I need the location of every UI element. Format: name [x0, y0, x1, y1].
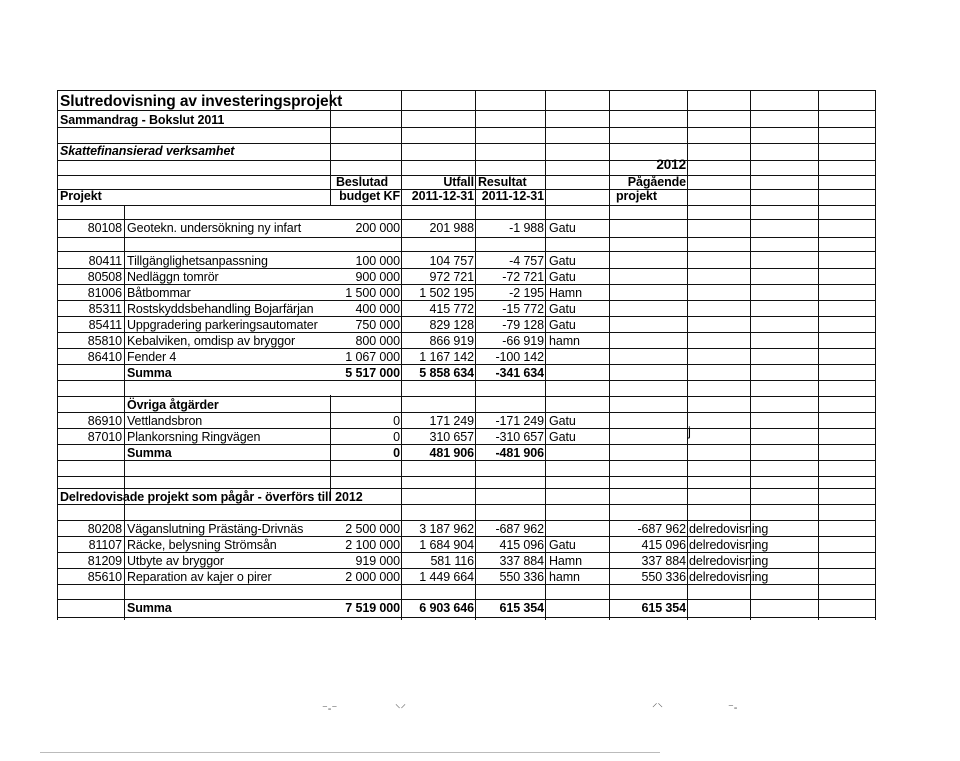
utfall-value: 3 187 962 [419, 522, 474, 536]
grid-line [57, 617, 875, 618]
utfall-value: 972 721 [429, 270, 474, 284]
resultat-value: -79 128 [502, 318, 544, 332]
verksamhet-type: Gatu [549, 430, 576, 444]
header-resultat-date: 2011-12-31 [481, 189, 544, 203]
note-text: delredovisning [689, 570, 769, 584]
utfall-value: 866 919 [429, 334, 474, 348]
project-name: Vettlandsbron [127, 414, 203, 428]
verksamhet-type: Gatu [549, 318, 576, 332]
resultat-value: 550 336 [499, 570, 544, 584]
project-number: 81209 [87, 554, 122, 568]
grid-line [57, 504, 875, 505]
utfall-value: 1 684 904 [419, 538, 474, 552]
project-name: Väganslutning Prästäng-Drivnäs [127, 522, 304, 536]
grid-line [57, 90, 875, 91]
project-number: 80508 [87, 270, 122, 284]
project-number: 80411 [88, 254, 122, 268]
grid-line [401, 90, 402, 620]
grid-line [57, 552, 875, 553]
project-name: Geotekn. undersökning ny infart [127, 221, 302, 235]
note-text: delredovisning [689, 538, 769, 552]
project-number: 85610 [87, 570, 122, 584]
project-name: Båtbommar [127, 286, 191, 300]
utfall-value: 171 249 [429, 414, 474, 428]
header-utfall-date: 2011-12-31 [411, 189, 474, 203]
project-name: Reparation av kajer o pirer [127, 570, 272, 584]
project-number: 87010 [87, 430, 122, 444]
project-number: 86910 [87, 414, 122, 428]
budget-value: 2 000 000 [345, 570, 400, 584]
note-text: delredovisning [689, 554, 769, 568]
resultat-value: -310 657 [495, 430, 544, 444]
grid-line [57, 520, 875, 521]
project-number: 85311 [88, 302, 122, 316]
budget-value: 100 000 [355, 254, 400, 268]
summa-pagaende: 615 354 [641, 601, 686, 615]
project-name: Fender 4 [127, 350, 177, 364]
grid-line [57, 237, 875, 238]
resultat-value: -66 919 [502, 334, 544, 348]
scan-artifact: ⁻‐ [728, 702, 738, 714]
grid-line [57, 348, 875, 349]
scan-edge-line [40, 752, 660, 753]
grid-line [57, 428, 875, 429]
summa-label: Summa [127, 446, 172, 460]
report-title: Slutredovisning av investeringsprojekt [60, 93, 343, 110]
grid-line [57, 412, 875, 413]
resultat-value: 415 096 [499, 538, 544, 552]
utfall-value: 1 502 195 [419, 286, 474, 300]
verksamhet-type: hamn [549, 570, 580, 584]
budget-value: 1 067 000 [345, 350, 400, 364]
budget-value: 0 [393, 430, 400, 444]
project-number: 85810 [87, 334, 122, 348]
project-number: 80108 [87, 221, 122, 235]
project-name: Räcke, belysning Strömsån [127, 538, 277, 552]
verksamhet-type: Gatu [549, 414, 576, 428]
grid-line [57, 364, 875, 365]
grid-line [57, 205, 875, 206]
grid-line [57, 268, 875, 269]
budget-value: 750 000 [355, 318, 400, 332]
header-budget-kf: budget KF [339, 189, 400, 203]
resultat-value: -100 142 [495, 350, 544, 364]
grid-line [57, 460, 875, 461]
grid-line [57, 127, 875, 128]
utfall-value: 1 449 664 [419, 570, 474, 584]
grid-line [57, 536, 875, 537]
stray-mark: j [688, 424, 691, 439]
summa-utfall: 6 903 646 [419, 601, 474, 615]
project-number: 81006 [87, 286, 122, 300]
grid-line [545, 90, 546, 620]
utfall-value: 310 657 [429, 430, 474, 444]
resultat-value: -687 962 [495, 522, 544, 536]
utfall-value: 104 757 [429, 254, 474, 268]
summa-resultat: 615 354 [499, 601, 544, 615]
budget-value: 0 [393, 414, 400, 428]
summa-budget: 5 517 000 [345, 366, 400, 380]
budget-value: 1 500 000 [345, 286, 400, 300]
summa-label: Summa [127, 601, 172, 615]
grid-line [57, 316, 875, 317]
verksamhet-type: Gatu [549, 254, 576, 268]
group-heading: Delredovisade projekt som pågår - överförs till 2012 [60, 490, 363, 504]
pagaende-value: 415 096 [641, 538, 686, 552]
verksamhet-type: Hamn [549, 286, 582, 300]
summa-utfall: 5 858 634 [419, 366, 474, 380]
header-utfall: Utfall [443, 175, 474, 189]
pagaende-value: 337 884 [641, 554, 686, 568]
grid-line [818, 90, 819, 620]
grid-line [57, 219, 875, 220]
project-number: 85411 [88, 318, 122, 332]
grid-line [57, 300, 875, 301]
utfall-value: 829 128 [429, 318, 474, 332]
utfall-value: 1 167 142 [419, 350, 474, 364]
resultat-value: -4 757 [509, 254, 544, 268]
grid-line [57, 599, 875, 600]
summa-budget: 7 519 000 [345, 601, 400, 615]
resultat-value: -15 772 [502, 302, 544, 316]
resultat-value: -72 721 [502, 270, 544, 284]
summa-budget: 0 [393, 446, 400, 460]
report-subtitle: Sammandrag - Bokslut 2011 [60, 113, 225, 127]
summa-resultat: -481 906 [495, 446, 544, 460]
section-heading: Skattefinansierad verksamhet [60, 144, 235, 158]
scan-artifact: ⁻‐⁻ [322, 703, 338, 715]
resultat-value: -2 195 [509, 286, 544, 300]
resultat-value: -171 249 [495, 414, 544, 428]
summa-resultat: -341 634 [495, 366, 544, 380]
project-name: Utbyte av bryggor [127, 554, 224, 568]
grid-line [57, 251, 875, 252]
grid-line [57, 584, 875, 585]
budget-value: 919 000 [355, 554, 400, 568]
grid-line [57, 332, 875, 333]
grid-line [57, 476, 875, 477]
header-projekt: Projekt [60, 189, 102, 203]
pagaende-value: -687 962 [637, 522, 686, 536]
project-name: Nedläggn tomrör [127, 270, 219, 284]
budget-value: 2 100 000 [345, 538, 400, 552]
verksamhet-type: Gatu [549, 221, 576, 235]
verksamhet-type: Gatu [549, 302, 576, 316]
grid-line [57, 90, 58, 620]
budget-value: 900 000 [355, 270, 400, 284]
group-heading: Övriga åtgärder [127, 398, 219, 412]
utfall-value: 415 772 [429, 302, 474, 316]
budget-value: 200 000 [355, 221, 400, 235]
project-name: Kebalviken, omdisp av bryggor [127, 334, 296, 348]
summa-label: Summa [127, 366, 172, 380]
project-name: Rostskyddsbehandling Bojarfärjan [127, 302, 314, 316]
utfall-value: 201 988 [429, 221, 474, 235]
scan-artifact: ⸌⸍ [395, 703, 406, 715]
resultat-value: 337 884 [499, 554, 544, 568]
grid-line [687, 90, 688, 620]
verksamhet-type: Gatu [549, 538, 576, 552]
summa-utfall: 481 906 [429, 446, 474, 460]
budget-value: 800 000 [355, 334, 400, 348]
resultat-value: -1 988 [509, 221, 544, 235]
pagaende-value: 550 336 [641, 570, 686, 584]
project-number: 80208 [87, 522, 122, 536]
grid-line [57, 380, 875, 381]
header-projekt-2: projekt [616, 189, 657, 203]
header-beslutad: Beslutad [336, 175, 388, 189]
grid-line [57, 488, 875, 489]
project-number: 81107 [88, 538, 122, 552]
grid-line [57, 396, 875, 397]
scan-artifact: ⸍⸌ [652, 702, 663, 714]
header-year: 2012 [656, 157, 686, 172]
grid-line [875, 90, 876, 620]
project-number: 86410 [87, 350, 122, 364]
project-name: Plankorsning Ringvägen [127, 430, 261, 444]
budget-value: 400 000 [355, 302, 400, 316]
budget-value: 2 500 000 [345, 522, 400, 536]
grid-line [57, 160, 875, 161]
grid-line [57, 568, 875, 569]
verksamhet-type: Gatu [549, 270, 576, 284]
project-name: Uppgradering parkeringsautomater [127, 318, 318, 332]
utfall-value: 581 116 [430, 554, 474, 568]
header-resultat: Resultat [478, 175, 527, 189]
verksamhet-type: hamn [549, 334, 580, 348]
project-name: Tillgänglighetsanpassning [127, 254, 268, 268]
grid-line [57, 284, 875, 285]
verksamhet-type: Hamn [549, 554, 582, 568]
note-text: delredovisning [689, 522, 769, 536]
header-pagaende: Pågående [627, 175, 686, 189]
grid-line [57, 444, 875, 445]
grid-line [475, 90, 476, 620]
